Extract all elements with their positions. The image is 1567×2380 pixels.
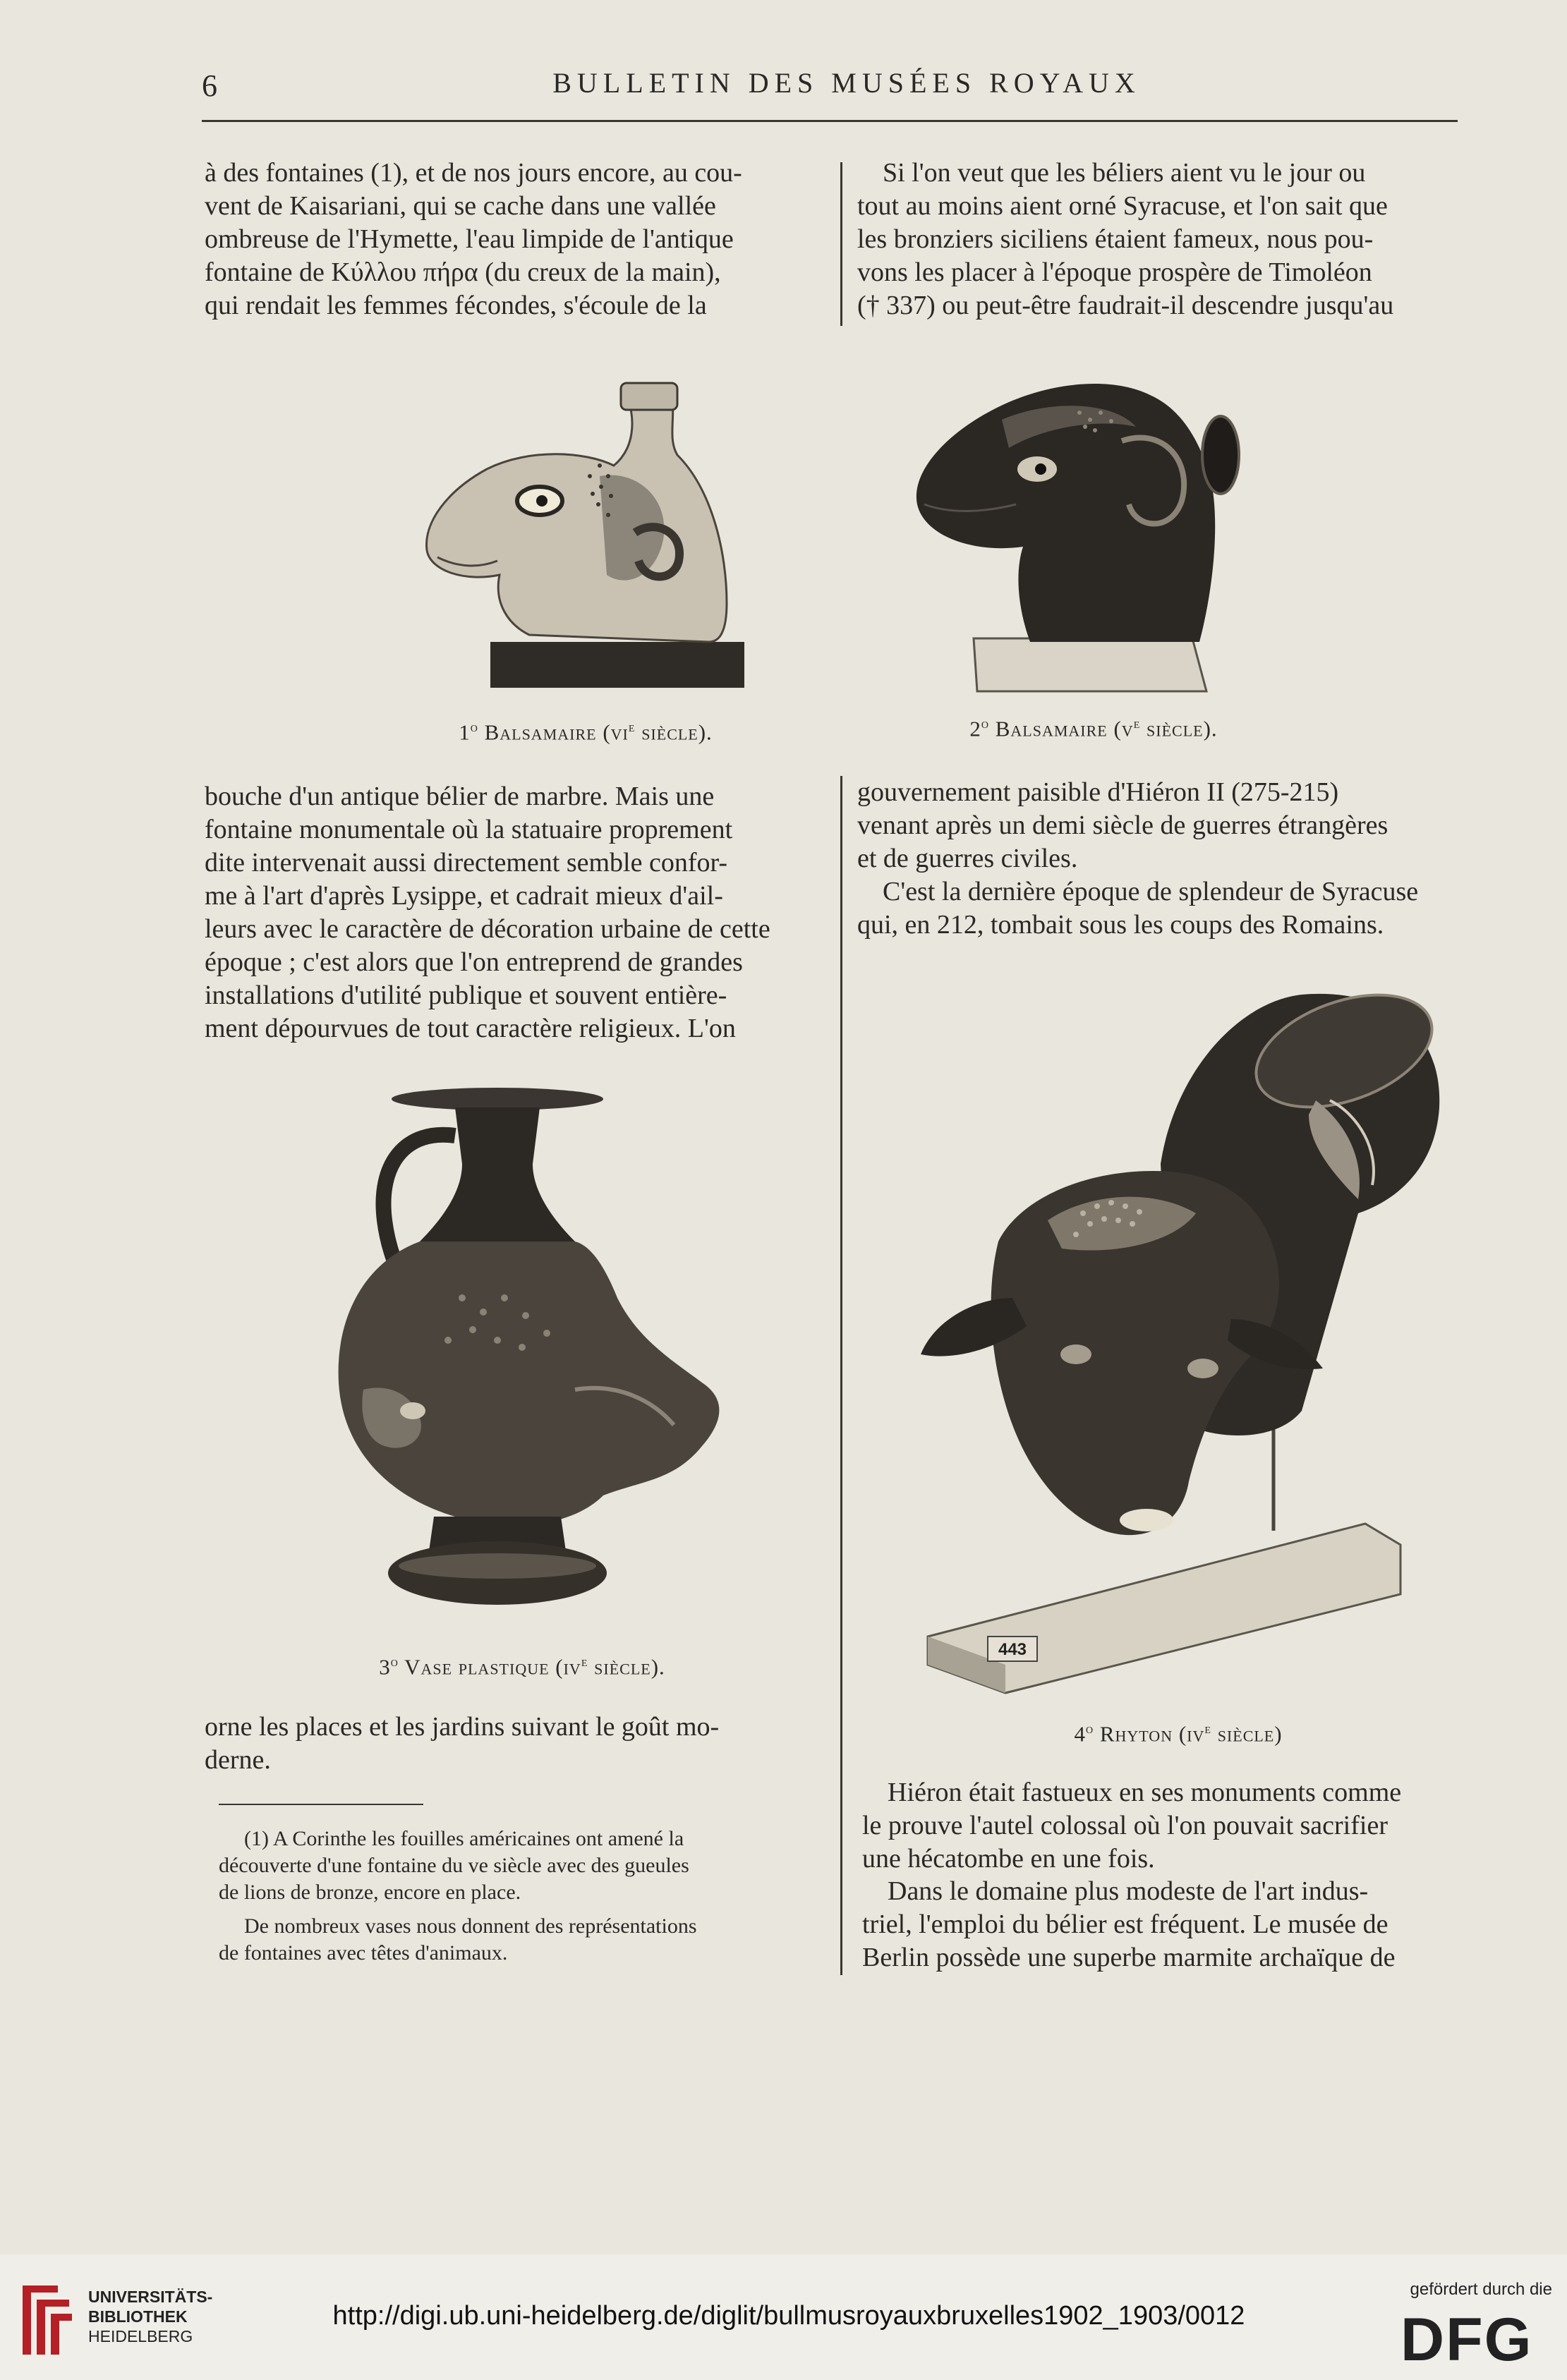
library-name xyxy=(88,2287,212,2346)
caption-4-sup2: e xyxy=(1204,1721,1211,1737)
paragraph-bottom-right-1: Hiéron était fastueux en ses monuments comme le prouve l'autel colossal où l'on pouvait sacrifier une hécatombe en une fois. xyxy=(862,1778,1402,1874)
paragraph-mid-right-2: C'est la dernière époque de splendeur de Syracuse qui, en 212, tombait sous les coups des Romains. xyxy=(857,877,1419,940)
caption-3-sup: o xyxy=(390,1654,399,1670)
source-url-link[interactable]: http://digi.ub.uni-heidelberg.de/diglit/bullmusroyauxbruxelles1902_1903/0012 xyxy=(332,2301,1245,2331)
caption-1-sup: o xyxy=(470,720,478,735)
library-name-line-1: UNIVERSITÄTS- xyxy=(88,2288,213,2306)
caption-3-tail: siècle). xyxy=(588,1654,665,1680)
footnote-1: (1) A Corinthe les fouilles américaines ont amené la découverte d'une fontaine du ve siècle avec des gueules de lions de bronze, encore en place. xyxy=(219,1827,689,1904)
caption-3-sup2: e xyxy=(581,1654,588,1670)
paragraph-mid-left: bouche d'un antique bélier de marbre. Mais une fontaine monumentale où la statuaire proprement dite intervenait aussi directement semble confor- me à l'art d'après Lysippe, et cadrait mieux d'ail- leurs avec le caractère de décoration urbaine de cette époque ; c'est alors que l'on entreprend de grandes installations d'utilité publique et souvent entière- ment dépourvues de tout caractère religieux. L'on xyxy=(205,782,770,1043)
caption-2-tail: siècle). xyxy=(1140,716,1218,741)
paragraph-bottom-left: orne les places et les jardins suivant le goût mo- derne. xyxy=(205,1712,720,1775)
footnote-2: De nombreux vases nous donnent des représentations de fontaines avec têtes d'animaux. xyxy=(219,1914,697,1965)
paragraph-top-left: à des fontaines (1), et de nos jours encore, au cou- vent de Kaisariani, qui se cache dans une vallée ombreuse de l'Hymette, l'eau limpide de l'antique fontaine de Κύλλου πήρα (du creux de la main), qui rendait les femmes fécondes, s'écoule de la xyxy=(205,158,742,320)
caption-2-num: 2 xyxy=(969,716,981,741)
plate-3-plastic-vase-photo xyxy=(321,1086,730,1637)
footnote-rule xyxy=(219,1804,423,1805)
plate-4-label: 443 xyxy=(998,1640,1027,1659)
plate-4-rhyton-photo xyxy=(907,988,1450,1700)
dfg-logo: DFG xyxy=(1400,2306,1533,2374)
caption-1-label: Balsamaire (vi xyxy=(484,720,629,745)
caption-figure-1 xyxy=(381,720,790,745)
column-divider-top xyxy=(840,162,842,326)
caption-4-label: Rhyton (iv xyxy=(1099,1721,1205,1747)
paragraph-top-right: Si l'on veut que les béliers aient vu le jour ou tout au moins aient orné Syracuse, et l'on sait que les bronziers siciliens étaient fameux, nous pou- vons les placer à l'époque prospère de Timoléon († 337) ou peut-être faudrait-il descendre jusqu'au xyxy=(857,158,1394,320)
plate-1-ram-balsamarium-photo xyxy=(423,370,748,695)
caption-1-tail: siècle). xyxy=(635,720,713,745)
library-name-line-2: BIBLIOTHEK xyxy=(88,2307,188,2326)
caption-3-num: 3 xyxy=(379,1654,391,1680)
header-rule xyxy=(202,120,1458,122)
library-name-line-3: HEIDELBERG xyxy=(88,2327,193,2345)
caption-4-sup: o xyxy=(1085,1721,1094,1737)
funding-note: gefördert durch die xyxy=(1410,2280,1552,2299)
library-logo-icon xyxy=(16,2278,76,2362)
paragraph-mid-right-1: gouvernement paisible d'Hiéron II (275-215) venant après un demi siècle de guerres étrangères et de guerres civiles. xyxy=(857,777,1388,873)
column-divider-bottom xyxy=(840,776,842,1975)
caption-4-tail: siècle) xyxy=(1211,1721,1283,1747)
caption-1-num: 1 xyxy=(459,720,471,745)
paragraph-bottom-right-2: Dans le domaine plus modeste de l'art indus- triel, l'emploi du bélier est fréquent. Le musée de Berlin possède une superbe marmite archaïque de xyxy=(862,1876,1396,1972)
caption-4-num: 4 xyxy=(1074,1721,1086,1747)
caption-figure-2 xyxy=(875,716,1312,741)
caption-figure-3 xyxy=(296,1654,748,1680)
caption-1-sup2: e xyxy=(628,720,636,735)
plate-2-ram-balsamarium-photo xyxy=(910,363,1249,695)
page-number: 6 xyxy=(202,68,217,103)
running-title: BULLETIN DES MUSÉES ROYAUX xyxy=(552,67,1141,99)
caption-3-label: Vase plastique (iv xyxy=(404,1654,581,1680)
caption-2-label: Balsamaire (v xyxy=(995,716,1134,741)
caption-figure-4 xyxy=(1009,1721,1348,1747)
caption-2-sup: o xyxy=(981,716,989,731)
caption-2-sup2: e xyxy=(1133,716,1141,731)
